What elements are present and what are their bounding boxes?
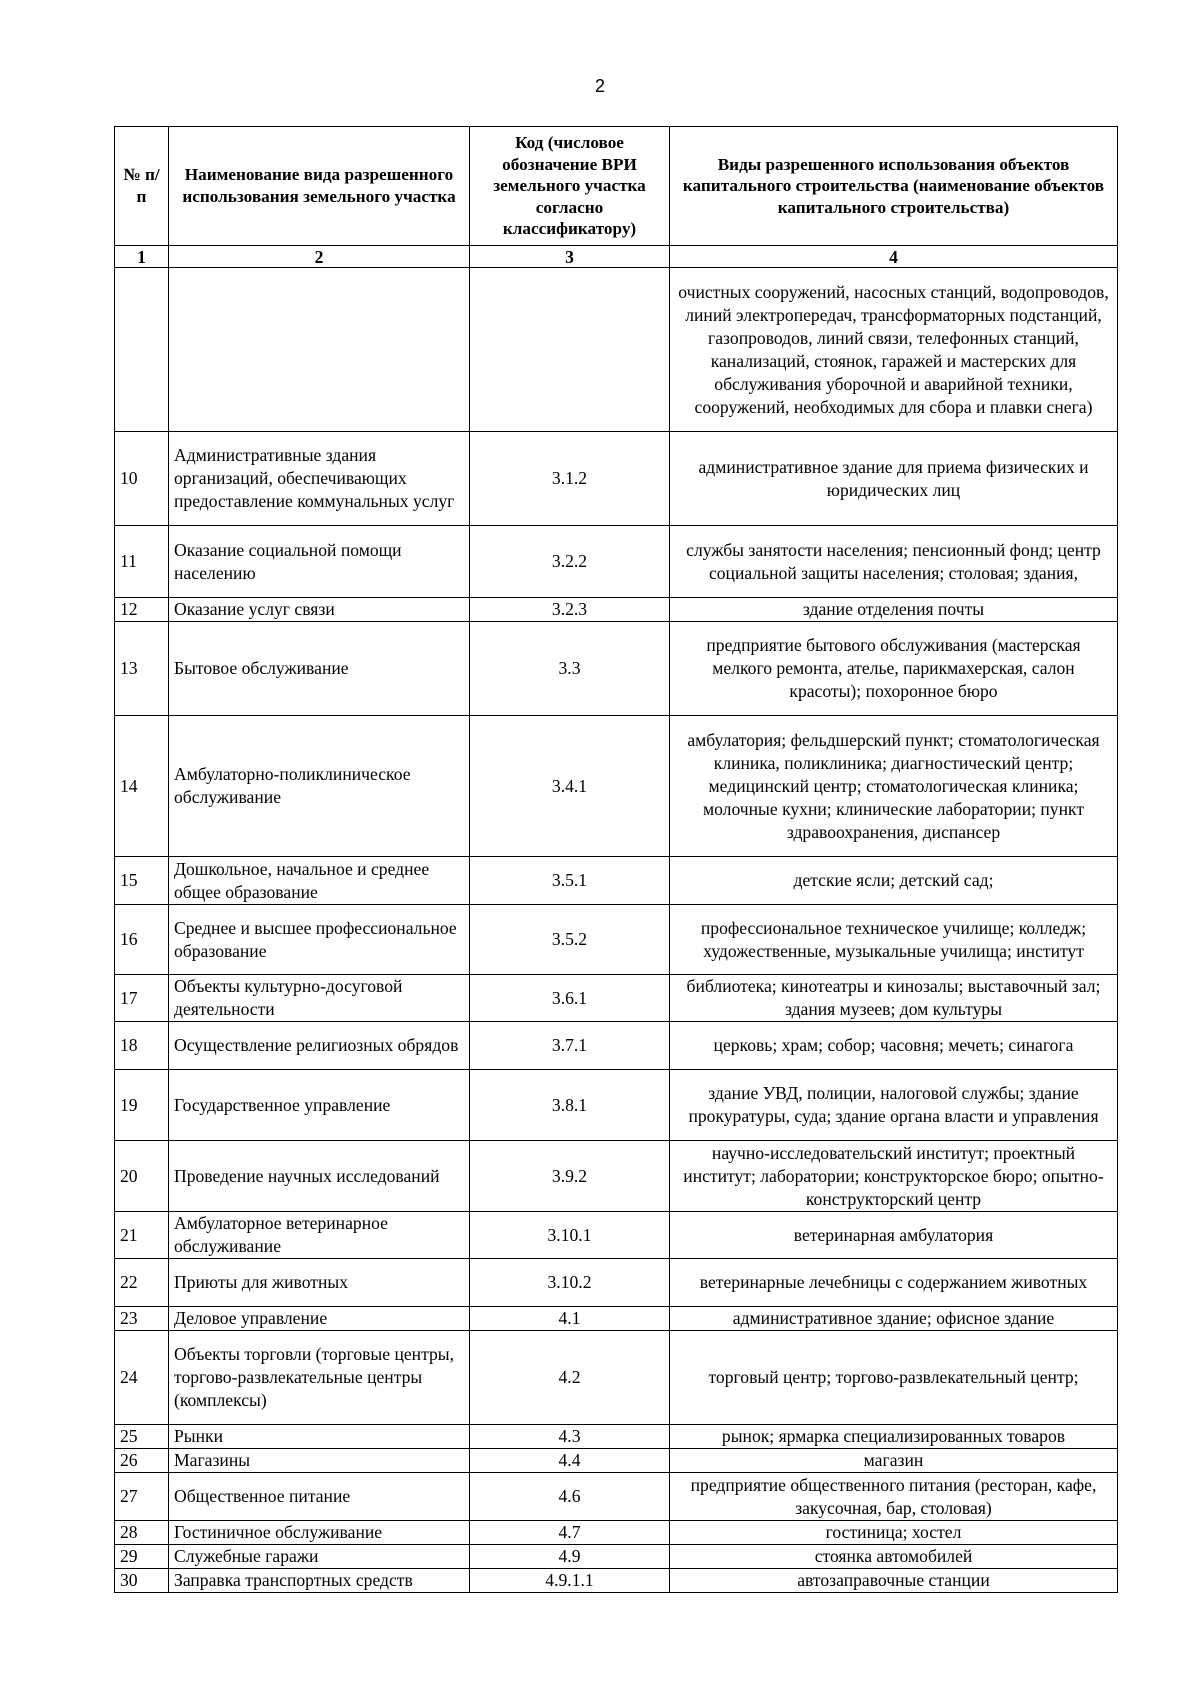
row-number: 10	[115, 432, 169, 526]
table-row	[115, 1022, 1118, 1070]
column-number: 1	[115, 246, 169, 268]
construction-kinds: стоянка автомобилей	[670, 1545, 1118, 1569]
row-number: 15	[115, 857, 169, 905]
row-number: 28	[115, 1521, 169, 1545]
row-number: 19	[115, 1070, 169, 1141]
row-number: 25	[115, 1425, 169, 1449]
row-number: 24	[115, 1331, 169, 1425]
use-code	[470, 268, 670, 432]
row-number: 11	[115, 526, 169, 598]
construction-kinds: детские ясли; детский сад;	[670, 857, 1118, 905]
row-number: 13	[115, 622, 169, 716]
row-number: 20	[115, 1141, 169, 1212]
use-code: 4.3	[470, 1425, 670, 1449]
use-code: 3.2.2	[470, 526, 670, 598]
table-row	[115, 1212, 1118, 1259]
table-row	[115, 857, 1118, 905]
use-name: Рынки	[169, 1425, 470, 1449]
table-row	[115, 1425, 1118, 1449]
use-name: Служебные гаражи	[169, 1545, 470, 1569]
construction-kinds: торговый центр; торгово-развлекательный центр;	[670, 1331, 1118, 1425]
construction-kinds: здание отделения почты	[670, 598, 1118, 622]
table-row	[115, 1449, 1118, 1473]
use-code: 3.10.1	[470, 1212, 670, 1259]
use-code: 3.9.2	[470, 1141, 670, 1212]
use-code: 3.7.1	[470, 1022, 670, 1070]
use-name: Амбулаторно-поликлиническое обслуживание	[169, 716, 470, 857]
construction-kinds: церковь; храм; собор; часовня; мечеть; синагога	[670, 1022, 1118, 1070]
use-name: Объекты культурно-досуговой деятельности	[169, 975, 470, 1022]
row-number: 26	[115, 1449, 169, 1473]
table-row	[115, 1259, 1118, 1307]
use-code: 3.5.2	[470, 905, 670, 975]
construction-kinds: библиотека; кинотеатры и кинозалы; выставочный зал; здания музеев; дом культуры	[670, 975, 1118, 1022]
construction-kinds: административное здание для приема физических и юридических лиц	[670, 432, 1118, 526]
use-code: 4.9	[470, 1545, 670, 1569]
table-row	[115, 622, 1118, 716]
row-number: 12	[115, 598, 169, 622]
use-code: 3.2.3	[470, 598, 670, 622]
row-number: 22	[115, 1259, 169, 1307]
use-name: Гостиничное обслуживание	[169, 1521, 470, 1545]
use-name: Бытовое обслуживание	[169, 622, 470, 716]
row-number: 23	[115, 1307, 169, 1331]
table-row	[115, 432, 1118, 526]
construction-kinds: амбулатория; фельдшерский пункт; стоматологическая клиника, поликлиника; диагностический центр; медицинский центр; стоматологическая клиника; молочные кухни; клинические лаборатории; пункт здравоохранения, диспансер	[670, 716, 1118, 857]
use-code: 4.2	[470, 1331, 670, 1425]
column-number: 2	[169, 246, 470, 268]
construction-kinds: службы занятости населения; пенсионный фонд; центр социальной защиты населения; столовая; здания,	[670, 526, 1118, 598]
row-number: 17	[115, 975, 169, 1022]
use-name: Оказание услуг связи	[169, 598, 470, 622]
use-name: Магазины	[169, 1449, 470, 1473]
header-num: № п/п	[115, 127, 169, 246]
header-code: Код (числовое обозначение ВРИ земельного участка согласно классификатору)	[470, 127, 670, 246]
construction-kinds: гостиница; хостел	[670, 1521, 1118, 1545]
use-name: Среднее и высшее профессиональное образование	[169, 905, 470, 975]
use-code: 3.3	[470, 622, 670, 716]
row-number: 29	[115, 1545, 169, 1569]
column-number: 3	[470, 246, 670, 268]
use-code: 4.4	[470, 1449, 670, 1473]
use-code: 3.6.1	[470, 975, 670, 1022]
use-name: Приюты для животных	[169, 1259, 470, 1307]
use-name: Дошкольное, начальное и среднее общее образование	[169, 857, 470, 905]
use-code: 4.7	[470, 1521, 670, 1545]
use-code: 3.4.1	[470, 716, 670, 857]
table-row	[115, 1473, 1118, 1521]
table-row	[115, 1545, 1118, 1569]
use-name: Деловое управление	[169, 1307, 470, 1331]
table-row	[115, 716, 1118, 857]
table-row	[115, 1331, 1118, 1425]
construction-kinds: здание УВД, полиции, налоговой службы; здание прокуратуры, суда; здание органа власти и управления	[670, 1070, 1118, 1141]
row-number: 30	[115, 1569, 169, 1593]
construction-kinds: предприятие общественного питания (ресторан, кафе, закусочная, бар, столовая)	[670, 1473, 1118, 1521]
table-row	[115, 1141, 1118, 1212]
use-code: 3.1.2	[470, 432, 670, 526]
row-number: 27	[115, 1473, 169, 1521]
construction-kinds: научно-исследовательский институт; проектный институт; лаборатории; конструкторское бюро; опытно- конструкторский центр	[670, 1141, 1118, 1212]
table-row	[115, 526, 1118, 598]
header-kinds: Виды разрешенного использования объектов капитального строительства (наименование объектов капитального строительства)	[670, 127, 1118, 246]
use-name: Административные здания организаций, обеспечивающих предоставление коммунальных услуг	[169, 432, 470, 526]
use-name: Общественное питание	[169, 1473, 470, 1521]
use-code: 3.8.1	[470, 1070, 670, 1141]
table-row	[115, 1307, 1118, 1331]
column-number-row	[115, 246, 1118, 268]
construction-kinds: предприятие бытового обслуживания (мастерская мелкого ремонта, ателье, парикмахерская, салон красоты); похоронное бюро	[670, 622, 1118, 716]
header-name: Наименование вида разрешенного использования земельного участка	[169, 127, 470, 246]
use-code: 4.6	[470, 1473, 670, 1521]
construction-kinds: профессиональное техническое училище; колледж; художественные, музыкальные училища; институт	[670, 905, 1118, 975]
column-number: 4	[670, 246, 1118, 268]
use-name: Осуществление религиозных обрядов	[169, 1022, 470, 1070]
use-name: Заправка транспортных средств	[169, 1569, 470, 1593]
table-row	[115, 905, 1118, 975]
construction-kinds: автозаправочные станции	[670, 1569, 1118, 1593]
use-name: Проведение научных исследований	[169, 1141, 470, 1212]
row-number: 16	[115, 905, 169, 975]
construction-kinds: рынок; ярмарка специализированных товаров	[670, 1425, 1118, 1449]
construction-kinds: административное здание; офисное здание	[670, 1307, 1118, 1331]
row-number	[115, 268, 169, 432]
use-name	[169, 268, 470, 432]
construction-kinds: ветеринарные лечебницы с содержанием животных	[670, 1259, 1118, 1307]
page-number: 2	[594, 76, 605, 96]
construction-kinds: магазин	[670, 1449, 1118, 1473]
use-code: 3.5.1	[470, 857, 670, 905]
use-code: 3.10.2	[470, 1259, 670, 1307]
use-code: 4.9.1.1	[470, 1569, 670, 1593]
vri-table	[114, 126, 1118, 1593]
use-code: 4.1	[470, 1307, 670, 1331]
use-name: Амбулаторное ветеринарное обслуживание	[169, 1212, 470, 1259]
header-row	[115, 127, 1118, 246]
table-row	[115, 975, 1118, 1022]
use-name: Оказание социальной помощи населению	[169, 526, 470, 598]
table-row	[115, 1569, 1118, 1593]
table-row	[115, 268, 1118, 432]
row-number: 18	[115, 1022, 169, 1070]
table-row	[115, 1070, 1118, 1141]
row-number: 21	[115, 1212, 169, 1259]
use-name: Объекты торговли (торговые центры, торгово-развлекательные центры (комплексы)	[169, 1331, 470, 1425]
use-name: Государственное управление	[169, 1070, 470, 1141]
row-number: 14	[115, 716, 169, 857]
table-row	[115, 1521, 1118, 1545]
table-row	[115, 598, 1118, 622]
construction-kinds: очистных сооружений, насосных станций, водопроводов, линий электропередач, трансформаторных подстанций, газопроводов, линий связи, телефонных станций, канализаций, стоянок, гаражей и мастерских для обслуживания уборочной и аварийной техники, сооружений, необходимых для сбора и плавки снега)	[670, 268, 1118, 432]
construction-kinds: ветеринарная амбулатория	[670, 1212, 1118, 1259]
